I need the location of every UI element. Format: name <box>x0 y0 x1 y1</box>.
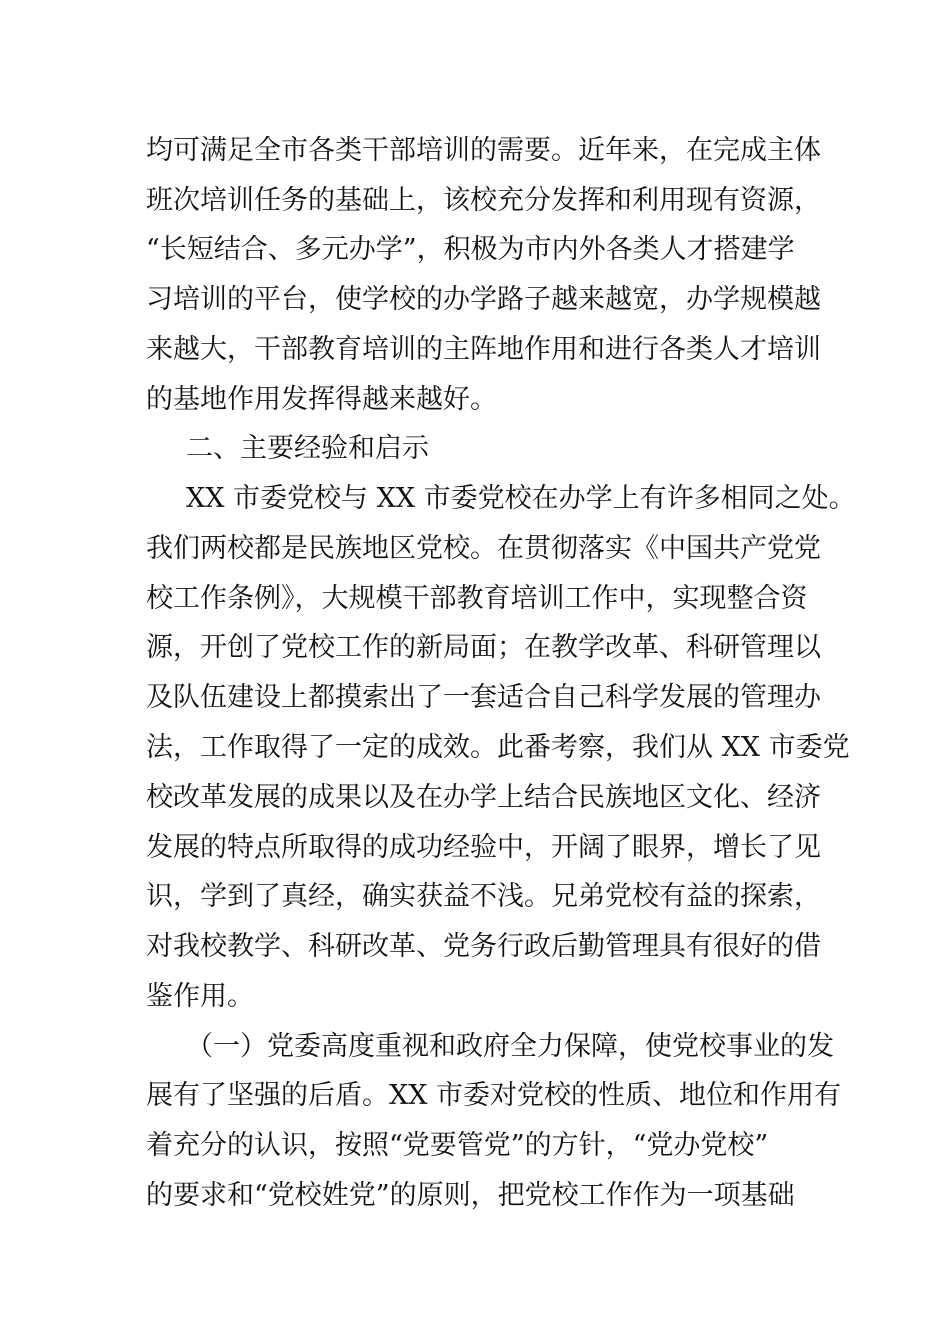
text-line: 习培训的平台，使学校的办学路子越来越宽，办学规模越 <box>146 284 821 315</box>
text-line: 展有了坚强的后盾。XX 市委对党校的性质、地位和作用有 <box>146 1080 842 1111</box>
text-line: 的基地作用发挥得越来越好。 <box>146 384 497 415</box>
text-line: XX 市委党校与 XX 市委党校在办学上有许多相同之处。 <box>186 483 856 514</box>
text-line: 发展的特点所取得的成功经验中，开阔了眼界，增长了见 <box>146 832 821 863</box>
text-line: 班次培训任务的基础上，该校充分发挥和利用现有资源， <box>146 185 821 216</box>
section-heading: 二、主要经验和启示 <box>186 433 429 464</box>
text-line: 源，开创了党校工作的新局面；在教学改革、科研管理以 <box>146 632 821 663</box>
text-line: 对我校教学、科研改革、党务行政后勤管理具有很好的借 <box>146 931 821 962</box>
text-line: 的要求和“党校姓党”的原则，把党校工作作为一项基础 <box>146 1180 795 1211</box>
text-line: 均可满足全市各类干部培训的需要。近年来，在完成主体 <box>146 135 821 166</box>
text-line: 校改革发展的成果以及在办学上结合民族地区文化、经济 <box>146 782 821 813</box>
text-line: 校工作条例》，大规模干部教育培训工作中，实现整合资 <box>146 583 808 614</box>
text-line: 来越大，干部教育培训的主阵地作用和进行各类人才培训 <box>146 334 821 365</box>
text-line: 及队伍建设上都摸索出了一套适合自己科学发展的管理办 <box>146 682 821 713</box>
text-line: 识，学到了真经，确实获益不浅。兄弟党校有益的探索， <box>146 881 821 912</box>
text-line: 鉴作用。 <box>146 981 254 1012</box>
subsection-heading: （一）党委高度重视和政府全力保障，使党校事业的发 <box>186 1031 834 1062</box>
text-line: 我们两校都是民族地区党校。在贯彻落实《中国共产党党 <box>146 533 821 564</box>
text-line: 着充分的认识，按照“党要管党”的方针，“党办党校” <box>146 1130 769 1161</box>
text-line: “长短结合、多元办学”，积极为市内外各类人才搭建学 <box>146 234 795 265</box>
text-line: 法，工作取得了一定的成效。此番考察，我们从 XX 市委党 <box>146 732 850 763</box>
